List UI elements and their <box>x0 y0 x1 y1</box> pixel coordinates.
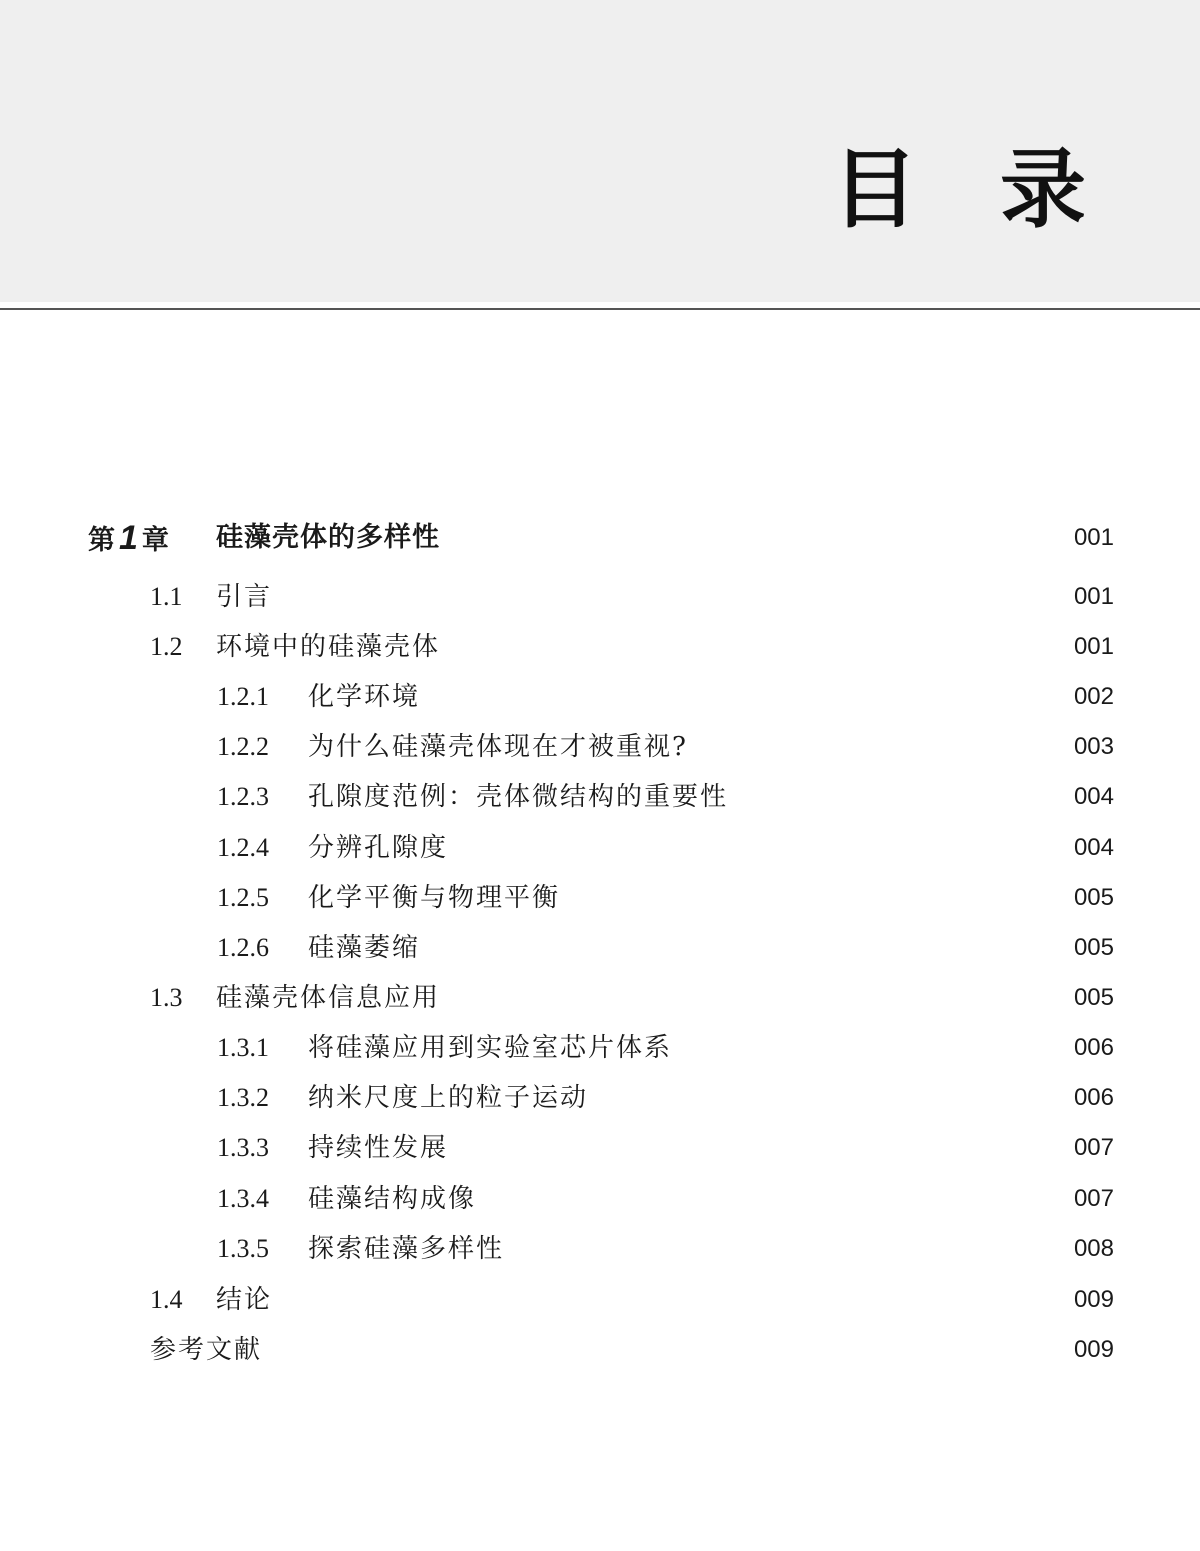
toc-entry-1-3-1[interactable] <box>0 1028 1200 1068</box>
page-number: 007 <box>1073 1185 1114 1212</box>
toc-entry-1-2[interactable] <box>0 627 1200 667</box>
dot-leader <box>502 1179 1060 1219</box>
subsection-title: 化学平衡与物理平衡 <box>308 883 561 913</box>
subsection-title: 孔隙度范例：壳体微结构的重要性 <box>308 782 729 812</box>
section-title: 引言 <box>216 582 273 612</box>
page-number: 004 <box>1073 834 1114 861</box>
section-title: 硅藻壳体信息应用 <box>216 983 441 1013</box>
section-number: 1.1 <box>150 582 183 611</box>
page-number: 009 <box>1073 1336 1114 1363</box>
subsection-title: 化学环境 <box>308 682 421 712</box>
dot-leader <box>766 777 1060 817</box>
dot-leader <box>532 1229 1060 1269</box>
subsection-title: 为什么硅藻壳体现在才被重视? <box>308 732 688 762</box>
dot-leader <box>442 928 1060 968</box>
subsection-number: 1.3.2 <box>217 1083 269 1112</box>
subsection-title: 将硅藻应用到实验室芯片体系 <box>308 1033 673 1063</box>
toc-entry-1-3-5[interactable] <box>0 1229 1200 1269</box>
toc-entry-1-2-3[interactable] <box>0 777 1200 817</box>
subsection-title: 纳米尺度上的粒子运动 <box>308 1083 589 1113</box>
subsection-number: 1.3.1 <box>217 1033 269 1062</box>
toc-chapter-row[interactable] <box>0 518 1200 558</box>
header-divider <box>0 308 1200 310</box>
section-number: 1.3 <box>150 983 183 1012</box>
dot-leader <box>298 1330 1060 1370</box>
chapter-label <box>88 518 169 561</box>
references-title: 参考文献 <box>150 1335 263 1365</box>
page-number: 006 <box>1073 1084 1114 1111</box>
page-number: 001 <box>1073 633 1114 660</box>
toc-entry-1-2-4[interactable] <box>0 828 1200 868</box>
toc-entry-1-2-1[interactable] <box>0 677 1200 717</box>
subsection-number: 1.2.5 <box>217 883 269 912</box>
dot-leader <box>298 577 1060 617</box>
toc-entry-1-2-5[interactable] <box>0 878 1200 918</box>
subsection-number: 1.2.6 <box>217 933 269 962</box>
toc-entry-1-2-2[interactable] <box>0 727 1200 767</box>
dot-leader <box>620 1078 1060 1118</box>
subsection-title: 硅藻结构成像 <box>308 1184 477 1214</box>
subsection-number: 1.3.4 <box>217 1184 269 1213</box>
subsection-number: 1.3.3 <box>217 1133 269 1162</box>
subsection-number: 1.3.5 <box>217 1234 269 1263</box>
page-number: 005 <box>1073 884 1114 911</box>
subsection-title: 硅藻萎缩 <box>308 933 421 963</box>
subsection-title: 持续性发展 <box>308 1133 449 1163</box>
page-number: 008 <box>1073 1235 1114 1262</box>
dot-leader <box>472 828 1060 868</box>
dot-leader <box>708 1028 1060 1068</box>
dot-leader <box>472 978 1060 1018</box>
page-number: 006 <box>1073 1034 1114 1061</box>
toc-entry-1-1[interactable] <box>0 577 1200 617</box>
toc-entry-1-3-4[interactable] <box>0 1179 1200 1219</box>
section-title: 环境中的硅藻壳体 <box>216 632 441 662</box>
section-title: 结论 <box>216 1285 273 1315</box>
toc-entry-1-3[interactable] <box>0 978 1200 1018</box>
dot-leader <box>748 727 1060 767</box>
section-number: 1.2 <box>150 632 183 661</box>
page-number: 002 <box>1073 683 1114 710</box>
page-number: 003 <box>1073 733 1114 760</box>
page-number: 007 <box>1073 1134 1114 1161</box>
page-number: 005 <box>1073 934 1114 961</box>
subsection-title: 探索硅藻多样性 <box>308 1234 505 1264</box>
toc-entry-references[interactable] <box>0 1330 1200 1370</box>
page-title: 目 录 <box>832 139 1112 240</box>
subsection-number: 1.2.3 <box>217 782 269 811</box>
subsection-title: 分辨孔隙度 <box>308 833 449 863</box>
toc-entry-1-4[interactable] <box>0 1280 1200 1320</box>
page-number: 009 <box>1073 1286 1114 1313</box>
page-number: 001 <box>1073 524 1114 551</box>
section-number: 1.4 <box>150 1285 183 1314</box>
subsection-number: 1.2.2 <box>217 732 269 761</box>
chapter-number: 1 <box>119 519 138 557</box>
chapter-label-suffix: 章 <box>141 525 169 556</box>
toc-entry-1-3-3[interactable] <box>0 1128 1200 1168</box>
toc-entry-1-3-2[interactable] <box>0 1078 1200 1118</box>
dot-leader <box>472 627 1060 667</box>
page-number: 001 <box>1073 583 1114 610</box>
dot-leader <box>472 1128 1060 1168</box>
dot-leader <box>298 1280 1060 1320</box>
subsection-number: 1.2.1 <box>217 682 269 711</box>
toc-entry-1-2-6[interactable] <box>0 928 1200 968</box>
page-number: 004 <box>1073 783 1114 810</box>
dot-leader <box>442 677 1060 717</box>
page-number: 005 <box>1073 984 1114 1011</box>
chapter-title: 硅藻壳体的多样性 <box>216 522 440 553</box>
chapter-label-prefix: 第 <box>88 525 115 556</box>
dot-leader <box>590 878 1060 918</box>
subsection-number: 1.2.4 <box>217 833 269 862</box>
dot-leader <box>472 518 1060 558</box>
